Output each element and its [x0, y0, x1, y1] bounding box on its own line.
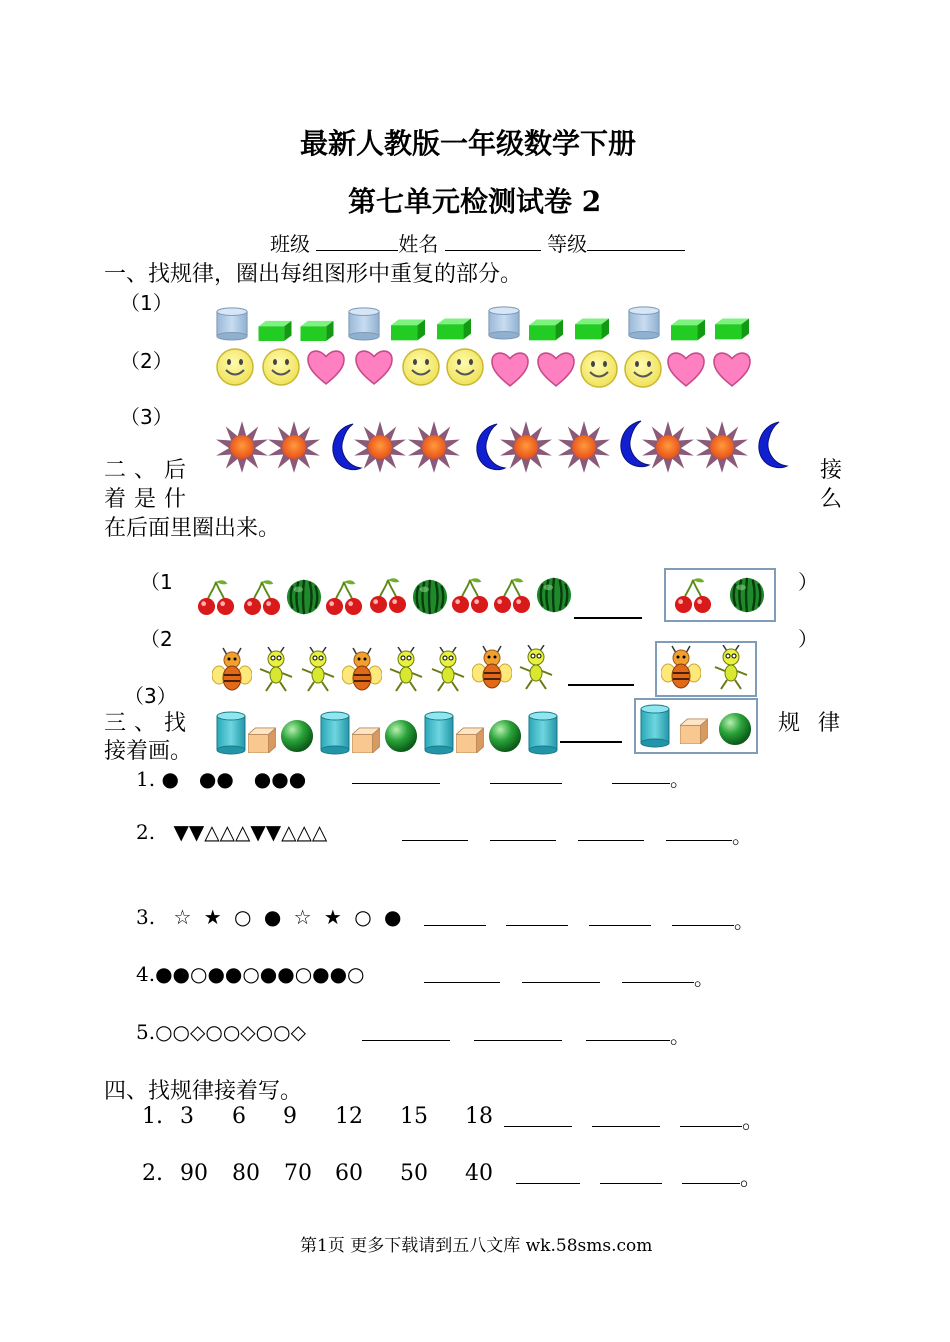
- value: 15: [400, 1104, 428, 1129]
- ant-icon: [260, 647, 292, 691]
- blank[interactable]: [612, 783, 670, 784]
- smiley-icon: [581, 351, 617, 387]
- item-sequence: ●●○●●○●●○●●○: [155, 962, 365, 986]
- period: 。: [734, 909, 754, 933]
- blank[interactable]: [672, 925, 734, 926]
- cherry-icon: [326, 580, 362, 615]
- blank[interactable]: [362, 1040, 450, 1041]
- section2-paren-2: ）: [798, 627, 818, 651]
- cube-icon: [715, 319, 749, 340]
- bee-icon: [661, 646, 701, 688]
- section1-label-1: （1）: [120, 291, 173, 315]
- value: 40: [465, 1161, 493, 1186]
- cube-icon: [437, 319, 471, 340]
- section2-label-1: （1: [140, 570, 173, 594]
- sun-icon: [354, 421, 406, 473]
- cube-icon: [248, 728, 276, 753]
- bee-icon: [212, 648, 252, 690]
- item-sequence: ☆ ★ ○ ● ☆ ★ ○ ●: [173, 905, 402, 929]
- cube-icon: [575, 319, 609, 340]
- section1-heading: 一、找规律，圈出每组图形中重复的部分。: [104, 262, 523, 287]
- sphere-icon: [281, 720, 313, 752]
- cylinder-icon: [489, 307, 519, 339]
- value: 60: [335, 1161, 363, 1186]
- item-sequence: ▼▼△△△▼▼△△△: [173, 820, 328, 844]
- section3-item-5: [136, 1020, 306, 1044]
- section2-row-3: [216, 711, 561, 757]
- cherry-icon: [494, 578, 530, 613]
- sun-icon: [558, 421, 610, 473]
- sun-icon: [500, 421, 552, 473]
- moon-icon: [477, 424, 505, 470]
- section1-row-3: [215, 418, 790, 476]
- item-number: 4.: [136, 962, 156, 986]
- item-number: 2.: [136, 820, 156, 844]
- ant-icon: [520, 645, 552, 689]
- heart-icon: [668, 353, 704, 386]
- value: 90: [180, 1161, 208, 1186]
- cube-icon: [259, 321, 292, 341]
- cylinder-icon: [425, 712, 453, 754]
- item-number: 2.: [142, 1161, 163, 1186]
- section1-label-3: （3）: [120, 405, 173, 429]
- blank[interactable]: [490, 783, 562, 784]
- answer-blank-2[interactable]: [568, 684, 634, 686]
- blank[interactable]: [682, 1183, 740, 1184]
- watermelon-icon: [287, 580, 321, 614]
- moon-icon: [621, 421, 649, 467]
- value: 70: [284, 1161, 312, 1186]
- heart-icon: [308, 351, 344, 384]
- sun-icon: [642, 421, 694, 473]
- section4-item-2: [142, 1161, 163, 1186]
- value: 12: [335, 1104, 363, 1129]
- cylinder-icon: [529, 712, 557, 754]
- blank[interactable]: [352, 783, 440, 784]
- section2-heading-part1: 二、后: [104, 458, 195, 483]
- section1-row-1: [215, 303, 755, 343]
- period: 。: [732, 824, 752, 848]
- blank[interactable]: [666, 840, 732, 841]
- item-sequence: ○○◇○○◇○○◇: [155, 1020, 306, 1044]
- ant-icon: [302, 647, 334, 691]
- sun-icon: [216, 421, 268, 473]
- cube-icon: [456, 728, 484, 753]
- item-number: 1.: [142, 1104, 163, 1129]
- option-box-2[interactable]: [655, 641, 757, 697]
- smiley-icon: [217, 349, 253, 385]
- heart-icon: [538, 353, 574, 386]
- section4-item-1: [142, 1104, 163, 1129]
- item-number: 5.: [136, 1020, 156, 1044]
- name-label: 姓名: [398, 232, 439, 256]
- blank[interactable]: [506, 925, 568, 926]
- smiley-icon: [263, 349, 299, 385]
- class-label: 班级: [270, 232, 310, 256]
- sun-icon: [696, 421, 748, 473]
- value: 80: [232, 1161, 260, 1186]
- period: 。: [670, 767, 690, 791]
- period: 。: [694, 966, 714, 990]
- sphere-icon: [385, 720, 417, 752]
- section2-label-2: （2: [140, 627, 173, 651]
- blank[interactable]: [622, 982, 694, 983]
- section3-heading-part3: 接着画。: [104, 739, 193, 764]
- blank[interactable]: [402, 840, 468, 841]
- cylinder-icon: [217, 712, 245, 754]
- cube-icon: [680, 719, 708, 744]
- cherry-icon: [452, 578, 488, 613]
- cylinder-icon: [641, 705, 669, 747]
- blank[interactable]: [680, 1126, 742, 1127]
- smiley-icon: [403, 349, 439, 385]
- blank[interactable]: [586, 1040, 670, 1041]
- smiley-icon: [447, 349, 483, 385]
- section3-item-4: [136, 962, 365, 986]
- sun-icon: [268, 421, 320, 473]
- section1-label-2: （2）: [120, 349, 173, 373]
- info-line: [270, 228, 685, 257]
- section2-heading-part5: 在后面里圈出来。: [104, 516, 281, 541]
- grade-field[interactable]: [587, 232, 685, 251]
- cherry-icon: [675, 578, 711, 613]
- sphere-icon: [719, 713, 751, 745]
- value: 6: [232, 1104, 246, 1129]
- blank[interactable]: [474, 1040, 562, 1041]
- section2-heading-part3: 着是什: [104, 487, 195, 512]
- sun-icon: [408, 421, 460, 473]
- blank[interactable]: [600, 1183, 662, 1184]
- section2-label-3: （3）: [124, 684, 177, 708]
- cube-icon: [671, 320, 705, 341]
- heart-icon: [356, 351, 392, 384]
- cube-icon: [301, 321, 334, 341]
- bee-icon: [342, 648, 382, 690]
- page-title: 最新人教版一年级数学下册: [300, 127, 637, 160]
- blank[interactable]: [424, 925, 486, 926]
- value: 50: [400, 1161, 428, 1186]
- blank[interactable]: [490, 840, 556, 841]
- section3-item-2: [136, 820, 327, 844]
- period: 。: [742, 1109, 765, 1134]
- cylinder-icon: [629, 307, 659, 339]
- item-number: 3.: [136, 905, 156, 929]
- blank[interactable]: [578, 840, 644, 841]
- blank[interactable]: [522, 982, 600, 983]
- watermelon-icon: [413, 580, 447, 614]
- heart-icon: [492, 353, 528, 386]
- name-field[interactable]: [445, 232, 541, 251]
- bee-icon: [472, 646, 512, 688]
- section2-heading-part2: 接: [820, 458, 843, 483]
- item-sequence: ● ●● ●●●: [161, 767, 307, 791]
- moon-icon: [759, 422, 787, 468]
- moon-icon: [333, 424, 361, 470]
- sphere-icon: [489, 720, 521, 752]
- section4-heading: 四、找规律接着写。: [104, 1079, 303, 1104]
- ant-icon: [715, 645, 747, 689]
- ant-icon: [390, 647, 422, 691]
- option-box-1[interactable]: [664, 568, 776, 622]
- blank[interactable]: [424, 982, 500, 983]
- cube-icon: [391, 320, 425, 341]
- page-subtitle: 第七单元检测试卷 2: [348, 185, 602, 218]
- value: 18: [465, 1104, 493, 1129]
- blank[interactable]: [589, 925, 651, 926]
- period: 。: [740, 1166, 763, 1191]
- cylinder-icon: [321, 712, 349, 754]
- cherry-icon: [198, 580, 234, 615]
- watermelon-icon: [730, 578, 764, 612]
- section3-heading-part2: 规律: [778, 711, 859, 736]
- cherry-icon: [244, 580, 280, 615]
- section2-paren-1: ）: [798, 570, 818, 594]
- period: 。: [670, 1024, 690, 1048]
- watermelon-icon: [537, 578, 571, 612]
- cylinder-icon: [217, 308, 247, 340]
- section3-heading-part1: 三、找: [104, 711, 195, 736]
- cherry-icon: [370, 578, 406, 613]
- ant-icon: [432, 647, 464, 691]
- section2-heading-part4: 么: [820, 487, 843, 512]
- value: 3: [180, 1104, 194, 1129]
- footer-text: 第1页 更多下载请到五八文库 wk.58sms.com: [300, 1236, 653, 1256]
- section3-item-1: [136, 763, 306, 792]
- value: 9: [283, 1104, 297, 1129]
- section2-row-2: [212, 645, 557, 695]
- blank[interactable]: [592, 1126, 660, 1127]
- grade-label: 等级: [547, 232, 588, 256]
- answer-blank-1[interactable]: [574, 617, 642, 619]
- cube-icon: [529, 320, 563, 341]
- answer-blank-3[interactable]: [560, 741, 622, 743]
- cube-icon: [352, 728, 380, 753]
- cylinder-icon: [349, 308, 379, 340]
- class-field[interactable]: [316, 232, 398, 251]
- blank[interactable]: [516, 1183, 580, 1184]
- blank[interactable]: [504, 1126, 572, 1127]
- section3-item-3: [136, 905, 401, 929]
- section1-row-2: [215, 345, 755, 389]
- heart-icon: [714, 353, 750, 386]
- section2-row-1: [195, 576, 575, 618]
- option-box-3[interactable]: [634, 698, 758, 754]
- smiley-icon: [625, 351, 661, 387]
- item-number: 1.: [136, 767, 156, 791]
